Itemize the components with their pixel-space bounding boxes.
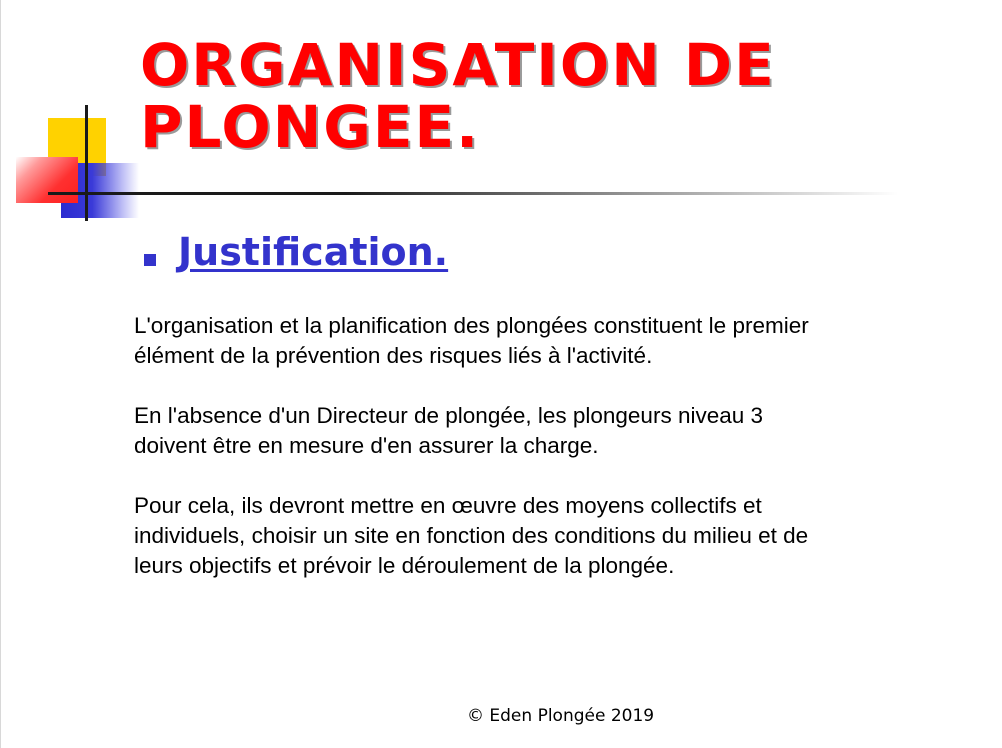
paragraph-2-line-1: En l'absence d'un Directeur de plongée, les plongeurs niveau 3 [134,403,764,428]
logo-vertical-line [85,105,88,221]
slide-title [140,31,960,161]
paragraph-1-line-1: L'organisation et la planification des plongées constituent le premier [134,313,809,338]
slide-edge-divider [0,0,1,748]
paragraph-1-line-2: élément de la prévention des risques liés à l'activité. [134,343,653,368]
paragraph-2 [134,401,934,461]
copyright-footer: © Eden Plongée 2019 [467,706,655,726]
slide-title-line-1: ORGANISATION DE [140,31,776,99]
slide-title-line-2: PLONGEE. [140,93,481,161]
bullet-square-icon [144,254,156,266]
logo-red-square [16,157,78,203]
paragraph-1 [134,311,934,371]
paragraph-3-line-2: individuels, choisir un site en fonction des conditions du milieu et de [134,523,809,548]
section-heading: Justification. [178,230,449,274]
paragraph-2-line-2: doivent être en mesure d'en assurer la charge. [134,433,599,458]
paragraph-3 [134,491,934,581]
paragraph-3-line-3: leurs objectifs et prévoir le déroulement de la plongée. [134,553,675,578]
title-underline-rule [48,192,898,195]
paragraph-3-line-1: Pour cela, ils devront mettre en œuvre des moyens collectifs et [134,493,762,518]
